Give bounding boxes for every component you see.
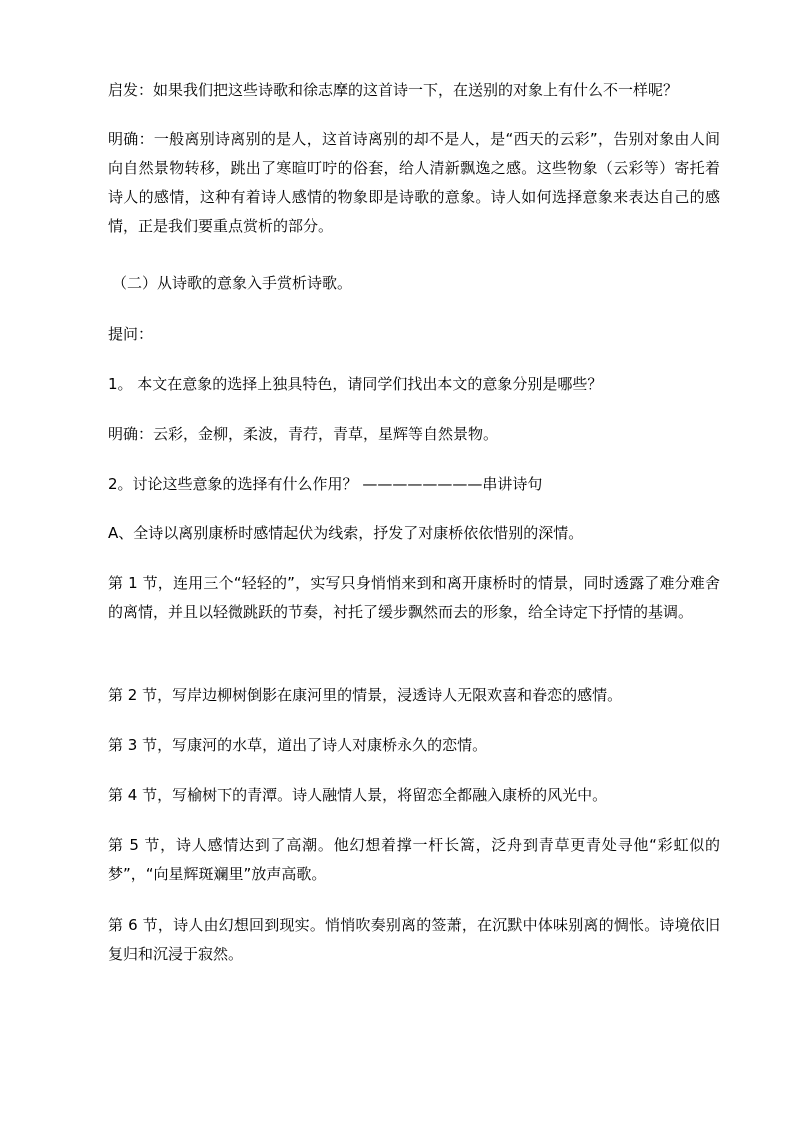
paragraph-stanza-4: 第 4 节，写榆树下的青潭。诗人融情人景，将留恋全都融入康桥的风光中。: [108, 786, 608, 804]
paragraph-stanza-3: 第 3 节，写康河的水草，道出了诗人对康桥永久的恋情。: [108, 736, 488, 754]
section-heading: （二）从诗歌的意象入手赏析诗歌。: [112, 274, 353, 292]
paragraph-question-1: 1。 本文在意象的选择上独具特色，请同学们找出本文的意象分别是哪些？: [108, 375, 603, 393]
paragraph-question-label: 提问：: [108, 325, 154, 343]
paragraph-stanza-1: 第 1 节，连用三个“轻轻的”，实写只身悄悄来到和离开康桥时的情景，同时透露了难分难舍的离情，并且以轻微跳跃的节奏，衬托了缓步飘然而去的形象，给全诗定下抒情的基调。: [108, 574, 720, 621]
paragraph-stanza-6: 第 6 节，诗人由幻想回到现实。悄悄吹奏别离的签萧，在沉默中体味别离的惆怅。诗境依旧复归和沉浸于寂然。: [108, 916, 720, 963]
paragraph-stanza-5: 第 5 节，诗人感情达到了高潮。他幻想着撑一杆长篙，泛舟到青草更青处寻他“彩虹似的梦”，“向星辉斑斓里”放声高歌。: [108, 836, 720, 883]
paragraph-point-a: A、全诗以离别康桥时感情起伏为线索，抒发了对康桥依依惜别的深情。: [108, 524, 584, 542]
paragraph-answer-1: 明确：一般离别诗离别的是人，这首诗离别的却不是人，是“西天的云彩”，告别对象由人间向自然景物转移，跳出了寒暄叮咛的俗套，给人清新飘逸之感。这些物象（云彩等）寄托着诗人的感情，这种有着诗人感情的物象即是诗歌的意象。诗人如何选择意象来表达自己的感情，正是我们要重点赏析的部分。: [108, 130, 720, 235]
paragraph-question-2: 2。讨论这些意象的选择有什么作用？ ————————串讲诗句: [108, 475, 543, 493]
paragraph-hint: 启发：如果我们把这些诗歌和徐志摩的这首诗一下，在送别的对象上有什么不一样呢？: [108, 81, 679, 99]
paragraph-answer-2: 明确：云彩，金柳，柔波，青荇，青草，星辉等自然景物。: [108, 425, 499, 443]
paragraph-stanza-2: 第 2 节，写岸边柳树倒影在康河里的情景，浸透诗人无限欢喜和眷恋的感情。: [108, 686, 623, 704]
